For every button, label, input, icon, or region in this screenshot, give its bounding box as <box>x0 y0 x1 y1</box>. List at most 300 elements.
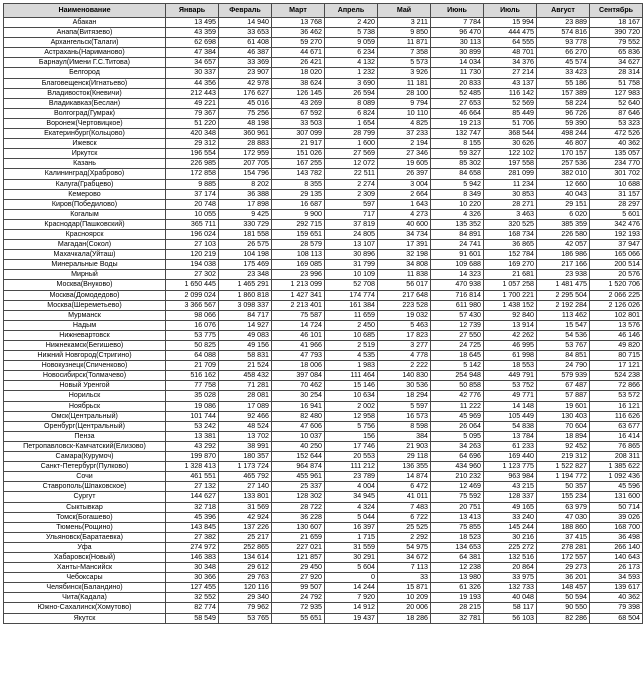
passenger-count-cell: 10 209 <box>378 593 431 603</box>
table-row <box>4 502 643 512</box>
passenger-count-cell: 207 705 <box>219 159 272 169</box>
passenger-count-cell: 30 348 <box>166 563 219 573</box>
passenger-count-cell: 70 462 <box>272 381 325 391</box>
passenger-count-cell: 3 690 <box>325 78 378 88</box>
airport-name-cell: Ноябрьск <box>4 401 166 411</box>
airport-name-cell: Мирный <box>4 270 166 280</box>
passenger-count-cell: 172 959 <box>219 149 272 159</box>
passenger-count-cell: 45 396 <box>166 512 219 522</box>
airport-name-cell: Москва(Шереметьево) <box>4 300 166 310</box>
airport-name-cell: Владивосток(Кневичи) <box>4 88 166 98</box>
passenger-count-cell: 38 991 <box>219 441 272 451</box>
passenger-count-cell: 8 155 <box>431 139 484 149</box>
airport-passenger-table <box>3 3 643 624</box>
airport-name-cell: Екатеринбург(Кольцово) <box>4 129 166 139</box>
passenger-count-cell: 63 979 <box>537 502 590 512</box>
passenger-count-cell: 21 681 <box>484 270 537 280</box>
passenger-count-cell: 84 851 <box>537 351 590 361</box>
airport-name-cell: Якутск <box>4 613 166 623</box>
passenger-count-cell: 84 658 <box>431 169 484 179</box>
passenger-count-cell: 61 998 <box>484 351 537 361</box>
passenger-count-cell: 266 140 <box>590 542 643 552</box>
passenger-count-cell: 37 819 <box>325 219 378 229</box>
table-row <box>4 68 643 78</box>
passenger-count-cell: 34 672 <box>378 552 431 562</box>
passenger-count-cell: 102 801 <box>590 310 643 320</box>
passenger-count-cell: 48 701 <box>484 48 537 58</box>
passenger-count-cell: 127 983 <box>590 88 643 98</box>
airport-name-cell: Самара(Курумоч) <box>4 452 166 462</box>
passenger-count-cell: 24 805 <box>325 229 378 239</box>
passenger-count-cell: 458 432 <box>219 371 272 381</box>
passenger-count-cell: 28 799 <box>325 129 378 139</box>
passenger-count-cell: 61 233 <box>484 441 537 451</box>
table-row <box>4 391 643 401</box>
table-row <box>4 330 643 340</box>
passenger-count-cell: 28 100 <box>378 88 431 98</box>
passenger-count-cell: 390 720 <box>590 28 643 38</box>
passenger-count-cell: 132 747 <box>431 129 484 139</box>
passenger-count-cell: 13 495 <box>166 18 219 28</box>
passenger-count-cell: 18 894 <box>537 431 590 441</box>
airport-name-cell: Новокузнецк(Спиченково) <box>4 361 166 371</box>
passenger-count-cell: 36 462 <box>272 28 325 38</box>
passenger-count-cell: 143 845 <box>166 522 219 532</box>
table-row <box>4 441 643 451</box>
table-row <box>4 199 643 209</box>
passenger-count-cell: 50 357 <box>537 482 590 492</box>
passenger-count-cell: 30 337 <box>166 68 219 78</box>
passenger-count-cell: 40 250 <box>272 441 325 451</box>
passenger-count-cell: 26 594 <box>325 88 378 98</box>
passenger-count-cell: 19 605 <box>378 159 431 169</box>
passenger-count-cell: 199 870 <box>166 452 219 462</box>
passenger-count-cell: 13 980 <box>431 573 484 583</box>
passenger-count-cell: 11 838 <box>378 270 431 280</box>
table-row <box>4 98 643 108</box>
passenger-count-cell: 58 549 <box>166 613 219 623</box>
airport-name-cell: Кемерово <box>4 189 166 199</box>
passenger-count-cell: 18 553 <box>484 361 537 371</box>
passenger-count-cell: 368 544 <box>484 129 537 139</box>
passenger-count-cell: 64 381 <box>431 552 484 562</box>
passenger-count-cell: 14 034 <box>431 58 484 68</box>
passenger-count-cell: 360 961 <box>219 129 272 139</box>
table-row <box>4 341 643 351</box>
table-row <box>4 452 643 462</box>
passenger-count-cell: 13 576 <box>590 320 643 330</box>
passenger-count-cell: 2 192 284 <box>537 300 590 310</box>
passenger-count-cell: 59 327 <box>431 149 484 159</box>
passenger-count-cell: 105 449 <box>484 411 537 421</box>
airport-name-cell: Хабаровск(Новый) <box>4 552 166 562</box>
passenger-count-cell: 130 607 <box>272 522 325 532</box>
passenger-count-cell: 16 414 <box>590 431 643 441</box>
airport-name-cell: Москва(Внуково) <box>4 280 166 290</box>
passenger-count-cell: 13 914 <box>484 320 537 330</box>
passenger-count-cell: 65 836 <box>590 48 643 58</box>
passenger-count-cell: 32 198 <box>378 250 431 260</box>
airport-name-cell: Чебоксары <box>4 573 166 583</box>
passenger-count-cell: 30 626 <box>484 139 537 149</box>
passenger-count-cell: 254 948 <box>431 371 484 381</box>
passenger-count-cell: 52 569 <box>484 98 537 108</box>
passenger-count-cell: 8 355 <box>272 179 325 189</box>
passenger-count-cell: 4 326 <box>431 209 484 219</box>
passenger-count-cell: 12 958 <box>325 411 378 421</box>
passenger-count-cell: 31 157 <box>590 189 643 199</box>
passenger-count-cell: 85 302 <box>431 159 484 169</box>
passenger-count-cell: 151 026 <box>272 149 325 159</box>
passenger-count-cell: 42 776 <box>431 391 484 401</box>
passenger-count-cell: 26 173 <box>590 563 643 573</box>
airport-name-cell: Тюмень(Рощино) <box>4 522 166 532</box>
passenger-count-cell: 8 598 <box>378 421 431 431</box>
passenger-count-cell: 384 <box>378 431 431 441</box>
header-month: Август <box>537 4 590 18</box>
passenger-count-cell: 169 085 <box>272 260 325 270</box>
passenger-count-cell: 6 722 <box>378 512 431 522</box>
passenger-count-cell: 50 858 <box>431 381 484 391</box>
passenger-count-cell: 120 219 <box>166 250 219 260</box>
airport-name-cell: Краснодар(Пашковский) <box>4 219 166 229</box>
passenger-count-cell: 45 016 <box>219 98 272 108</box>
passenger-count-cell: 172 557 <box>537 552 590 562</box>
airport-name-cell: Ханты-Мансийск <box>4 563 166 573</box>
passenger-count-cell: 56 017 <box>378 280 431 290</box>
header-month: Сентябрь <box>590 4 643 18</box>
passenger-count-cell: 62 698 <box>166 38 219 48</box>
passenger-count-cell: 27 653 <box>431 98 484 108</box>
passenger-count-cell: 16 573 <box>378 411 431 421</box>
passenger-count-cell: 53 572 <box>590 391 643 401</box>
passenger-count-cell: 716 814 <box>431 290 484 300</box>
passenger-count-cell: 1 983 <box>325 361 378 371</box>
passenger-count-cell: 172 858 <box>166 169 219 179</box>
passenger-count-cell: 42 057 <box>537 240 590 250</box>
passenger-count-cell: 92 452 <box>537 441 590 451</box>
airport-name-cell: Анапа(Витязево) <box>4 28 166 38</box>
passenger-count-cell: 200 514 <box>590 260 643 270</box>
passenger-count-cell: 116 142 <box>484 88 537 98</box>
passenger-count-cell: 4 535 <box>325 351 378 361</box>
airport-name-cell: Уфа <box>4 542 166 552</box>
passenger-count-cell: 212 443 <box>166 88 219 98</box>
passenger-count-cell: 75 592 <box>431 492 484 502</box>
passenger-count-cell: 3 366 567 <box>166 300 219 310</box>
airport-name-cell: Калуга(Грабцево) <box>4 179 166 189</box>
passenger-count-cell: 53 323 <box>590 118 643 128</box>
passenger-count-cell: 152 644 <box>272 452 325 462</box>
passenger-count-cell: 194 038 <box>166 260 219 270</box>
table-row <box>4 139 643 149</box>
passenger-count-cell: 180 357 <box>219 452 272 462</box>
passenger-count-cell: 2 194 <box>378 139 431 149</box>
airport-name-cell: Петропавловск-Камчатский(Елизово) <box>4 441 166 451</box>
passenger-count-cell: 278 281 <box>537 542 590 552</box>
passenger-count-cell: 42 262 <box>484 330 537 340</box>
passenger-count-cell: 7 483 <box>378 502 431 512</box>
table-row <box>4 280 643 290</box>
passenger-count-cell: 52 708 <box>325 280 378 290</box>
passenger-count-cell: 49 156 <box>219 341 272 351</box>
passenger-count-cell: 43 269 <box>272 98 325 108</box>
passenger-count-cell: 186 986 <box>537 250 590 260</box>
table-row <box>4 149 643 159</box>
table-row <box>4 472 643 482</box>
passenger-count-cell: 19 601 <box>537 401 590 411</box>
passenger-count-cell: 111 212 <box>325 462 378 472</box>
table-row <box>4 573 643 583</box>
passenger-count-cell: 257 536 <box>537 159 590 169</box>
passenger-count-cell: 14 323 <box>431 270 484 280</box>
table-row <box>4 300 643 310</box>
passenger-count-cell: 1 173 724 <box>219 462 272 472</box>
passenger-count-cell: 30 254 <box>272 391 325 401</box>
passenger-count-cell: 43 292 <box>166 441 219 451</box>
passenger-count-cell: 46 995 <box>484 341 537 351</box>
passenger-count-cell: 122 102 <box>484 149 537 159</box>
table-row <box>4 522 643 532</box>
passenger-count-cell: 176 627 <box>219 88 272 98</box>
passenger-count-cell: 33 <box>378 573 431 583</box>
passenger-count-cell: 66 270 <box>537 48 590 58</box>
passenger-count-cell: 397 084 <box>272 371 325 381</box>
passenger-count-cell: 127 455 <box>166 583 219 593</box>
passenger-count-cell: 45 969 <box>431 411 484 421</box>
passenger-count-cell: 197 558 <box>484 159 537 169</box>
header-month: Июнь <box>431 4 484 18</box>
airport-name-cell: Владикавказ(Беслан) <box>4 98 166 108</box>
passenger-count-cell: 57 430 <box>431 310 484 320</box>
passenger-count-cell: 20 576 <box>590 270 643 280</box>
passenger-count-cell: 49 083 <box>219 330 272 340</box>
passenger-count-cell: 75 256 <box>219 108 272 118</box>
passenger-count-cell: 37 947 <box>590 240 643 250</box>
passenger-count-cell: 1 092 436 <box>590 472 643 482</box>
passenger-count-cell: 385 359 <box>537 219 590 229</box>
passenger-count-cell: 470 938 <box>431 280 484 290</box>
table-row <box>4 381 643 391</box>
passenger-count-cell: 20 748 <box>166 199 219 209</box>
passenger-count-cell: 11 181 <box>378 78 431 88</box>
passenger-count-cell: 23 348 <box>219 270 272 280</box>
header-month: Май <box>378 4 431 18</box>
passenger-count-cell: 9 850 <box>378 28 431 38</box>
passenger-count-cell: 5 597 <box>378 401 431 411</box>
passenger-count-cell: 45 574 <box>537 58 590 68</box>
passenger-count-cell: 132 733 <box>484 583 537 593</box>
passenger-count-cell: 1 123 775 <box>484 462 537 472</box>
passenger-count-cell: 33 653 <box>219 28 272 38</box>
passenger-count-cell: 93 778 <box>537 38 590 48</box>
passenger-count-cell: 33 503 <box>272 118 325 128</box>
passenger-count-cell: 5 756 <box>325 421 378 431</box>
passenger-count-cell: 4 004 <box>325 482 378 492</box>
passenger-count-cell: 130 403 <box>537 411 590 421</box>
passenger-count-cell: 47 384 <box>166 48 219 58</box>
passenger-count-cell: 58 117 <box>484 603 537 613</box>
passenger-count-cell: 8 349 <box>431 189 484 199</box>
airport-name-cell: Томск(Богашево) <box>4 512 166 522</box>
passenger-count-cell: 47 793 <box>272 351 325 361</box>
passenger-count-cell: 51 758 <box>590 78 643 88</box>
passenger-count-cell: 21 709 <box>166 361 219 371</box>
passenger-count-cell: 49 771 <box>484 391 537 401</box>
passenger-count-cell: 57 887 <box>537 391 590 401</box>
airport-name-cell: Благовещенск(Игнатьево) <box>4 78 166 88</box>
passenger-count-cell: 64 555 <box>484 38 537 48</box>
airport-name-cell: Минеральные Воды <box>4 260 166 270</box>
passenger-count-cell: 0 <box>325 573 378 583</box>
passenger-count-cell: 134 614 <box>219 552 272 562</box>
passenger-count-cell: 472 526 <box>590 129 643 139</box>
passenger-count-cell: 455 961 <box>272 472 325 482</box>
passenger-count-cell: 39 026 <box>590 512 643 522</box>
passenger-count-cell: 61 326 <box>431 583 484 593</box>
passenger-count-cell: 11 222 <box>431 401 484 411</box>
passenger-count-cell: 79 398 <box>590 603 643 613</box>
passenger-count-cell: 75 855 <box>431 522 484 532</box>
table-row <box>4 38 643 48</box>
passenger-count-cell: 5 738 <box>325 28 378 38</box>
header-row <box>4 4 643 18</box>
passenger-count-cell: 1 654 <box>325 118 378 128</box>
passenger-count-cell: 38 624 <box>272 78 325 88</box>
passenger-count-cell: 20 833 <box>431 78 484 88</box>
passenger-count-cell: 80 715 <box>590 351 643 361</box>
passenger-count-cell: 34 627 <box>590 58 643 68</box>
passenger-count-cell: 91 601 <box>431 250 484 260</box>
passenger-count-cell: 87 646 <box>590 108 643 118</box>
table-row <box>4 240 643 250</box>
airport-name-cell: Южно-Сахалинск(Хомутово) <box>4 603 166 613</box>
passenger-count-cell: 132 516 <box>484 552 537 562</box>
passenger-count-cell: 208 311 <box>590 452 643 462</box>
table-row <box>4 421 643 431</box>
passenger-count-cell: 29 118 <box>378 452 431 462</box>
passenger-count-cell: 1 438 152 <box>484 300 537 310</box>
airport-name-cell: Нижневартовск <box>4 330 166 340</box>
passenger-count-cell: 2 213 401 <box>272 300 325 310</box>
passenger-count-cell: 27 103 <box>166 240 219 250</box>
passenger-count-cell: 135 057 <box>590 149 643 159</box>
passenger-count-cell: 13 784 <box>484 431 537 441</box>
passenger-count-cell: 55 651 <box>272 613 325 623</box>
passenger-count-cell: 156 <box>325 431 378 441</box>
passenger-count-cell: 1 700 221 <box>484 290 537 300</box>
passenger-count-cell: 196 554 <box>166 149 219 159</box>
table-row <box>4 532 643 542</box>
airport-name-cell: Норильск <box>4 391 166 401</box>
table-row <box>4 118 643 128</box>
passenger-count-cell: 31 569 <box>219 502 272 512</box>
passenger-count-cell: 516 162 <box>166 371 219 381</box>
passenger-count-cell: 27 140 <box>219 482 272 492</box>
passenger-count-cell: 148 457 <box>537 583 590 593</box>
passenger-count-cell: 168 700 <box>590 522 643 532</box>
passenger-count-cell: 10 109 <box>325 270 378 280</box>
passenger-count-cell: 10 110 <box>378 108 431 118</box>
passenger-count-cell: 43 359 <box>166 28 219 38</box>
passenger-count-cell: 24 790 <box>537 361 590 371</box>
passenger-count-cell: 2 066 225 <box>590 290 643 300</box>
airport-name-cell: Чита(Кадала) <box>4 593 166 603</box>
passenger-count-cell: 5 601 <box>590 209 643 219</box>
passenger-count-cell: 28 722 <box>272 502 325 512</box>
passenger-count-cell: 96 726 <box>537 108 590 118</box>
passenger-count-cell: 10 220 <box>431 199 484 209</box>
passenger-count-cell: 4 132 <box>325 58 378 68</box>
passenger-count-cell: 227 021 <box>272 542 325 552</box>
table-row <box>4 260 643 270</box>
passenger-count-cell: 292 715 <box>272 219 325 229</box>
passenger-count-cell: 196 024 <box>166 229 219 239</box>
passenger-count-cell: 70 604 <box>537 421 590 431</box>
passenger-count-cell: 133 801 <box>219 492 272 502</box>
passenger-count-cell: 30 216 <box>484 532 537 542</box>
passenger-count-cell: 13 768 <box>272 18 325 28</box>
passenger-count-cell: 50 714 <box>590 502 643 512</box>
passenger-count-cell: 5 463 <box>378 320 431 330</box>
table-row <box>4 401 643 411</box>
table-row <box>4 179 643 189</box>
table-row <box>4 542 643 552</box>
airport-name-cell: Омск(Центральный) <box>4 411 166 421</box>
table-row <box>4 78 643 88</box>
passenger-count-cell: 54 838 <box>484 421 537 431</box>
passenger-count-cell: 41 011 <box>378 492 431 502</box>
passenger-count-cell: 14 874 <box>378 472 431 482</box>
passenger-count-cell: 20 006 <box>378 603 431 613</box>
passenger-count-cell: 79 962 <box>219 603 272 613</box>
passenger-count-cell: 1 650 445 <box>166 280 219 290</box>
passenger-count-cell: 461 551 <box>166 472 219 482</box>
passenger-count-cell: 21 917 <box>272 139 325 149</box>
passenger-count-cell: 46 387 <box>219 48 272 58</box>
passenger-count-cell: 37 415 <box>537 532 590 542</box>
passenger-count-cell: 31 559 <box>325 542 378 552</box>
passenger-count-cell: 15 994 <box>484 18 537 28</box>
passenger-count-cell: 92 466 <box>219 411 272 421</box>
passenger-count-cell: 7 358 <box>378 48 431 58</box>
passenger-count-cell: 27 346 <box>378 149 431 159</box>
passenger-count-cell: 21 659 <box>272 532 325 542</box>
header-name: Наименование <box>4 4 166 18</box>
header-month: Январь <box>166 4 219 18</box>
passenger-count-cell: 25 337 <box>272 482 325 492</box>
passenger-count-cell: 2 126 026 <box>590 300 643 310</box>
passenger-count-cell: 34 734 <box>378 229 431 239</box>
passenger-count-cell: 28 215 <box>431 603 484 613</box>
passenger-count-cell: 23 996 <box>272 270 325 280</box>
passenger-count-cell: 43 215 <box>484 482 537 492</box>
passenger-count-cell: 32 718 <box>166 502 219 512</box>
passenger-count-cell: 27 569 <box>325 149 378 159</box>
passenger-count-cell: 37 174 <box>166 189 219 199</box>
passenger-count-cell: 128 337 <box>484 492 537 502</box>
passenger-count-cell: 365 711 <box>166 219 219 229</box>
passenger-count-cell: 4 324 <box>325 502 378 512</box>
airport-name-cell: Иркутск <box>4 149 166 159</box>
passenger-count-cell: 136 355 <box>378 462 431 472</box>
passenger-count-cell: 120 116 <box>219 583 272 593</box>
passenger-count-cell: 226 580 <box>537 229 590 239</box>
passenger-count-cell: 47 606 <box>272 421 325 431</box>
passenger-count-cell: 1 643 <box>378 199 431 209</box>
passenger-count-cell: 51 706 <box>484 118 537 128</box>
passenger-count-cell: 13 107 <box>325 240 378 250</box>
